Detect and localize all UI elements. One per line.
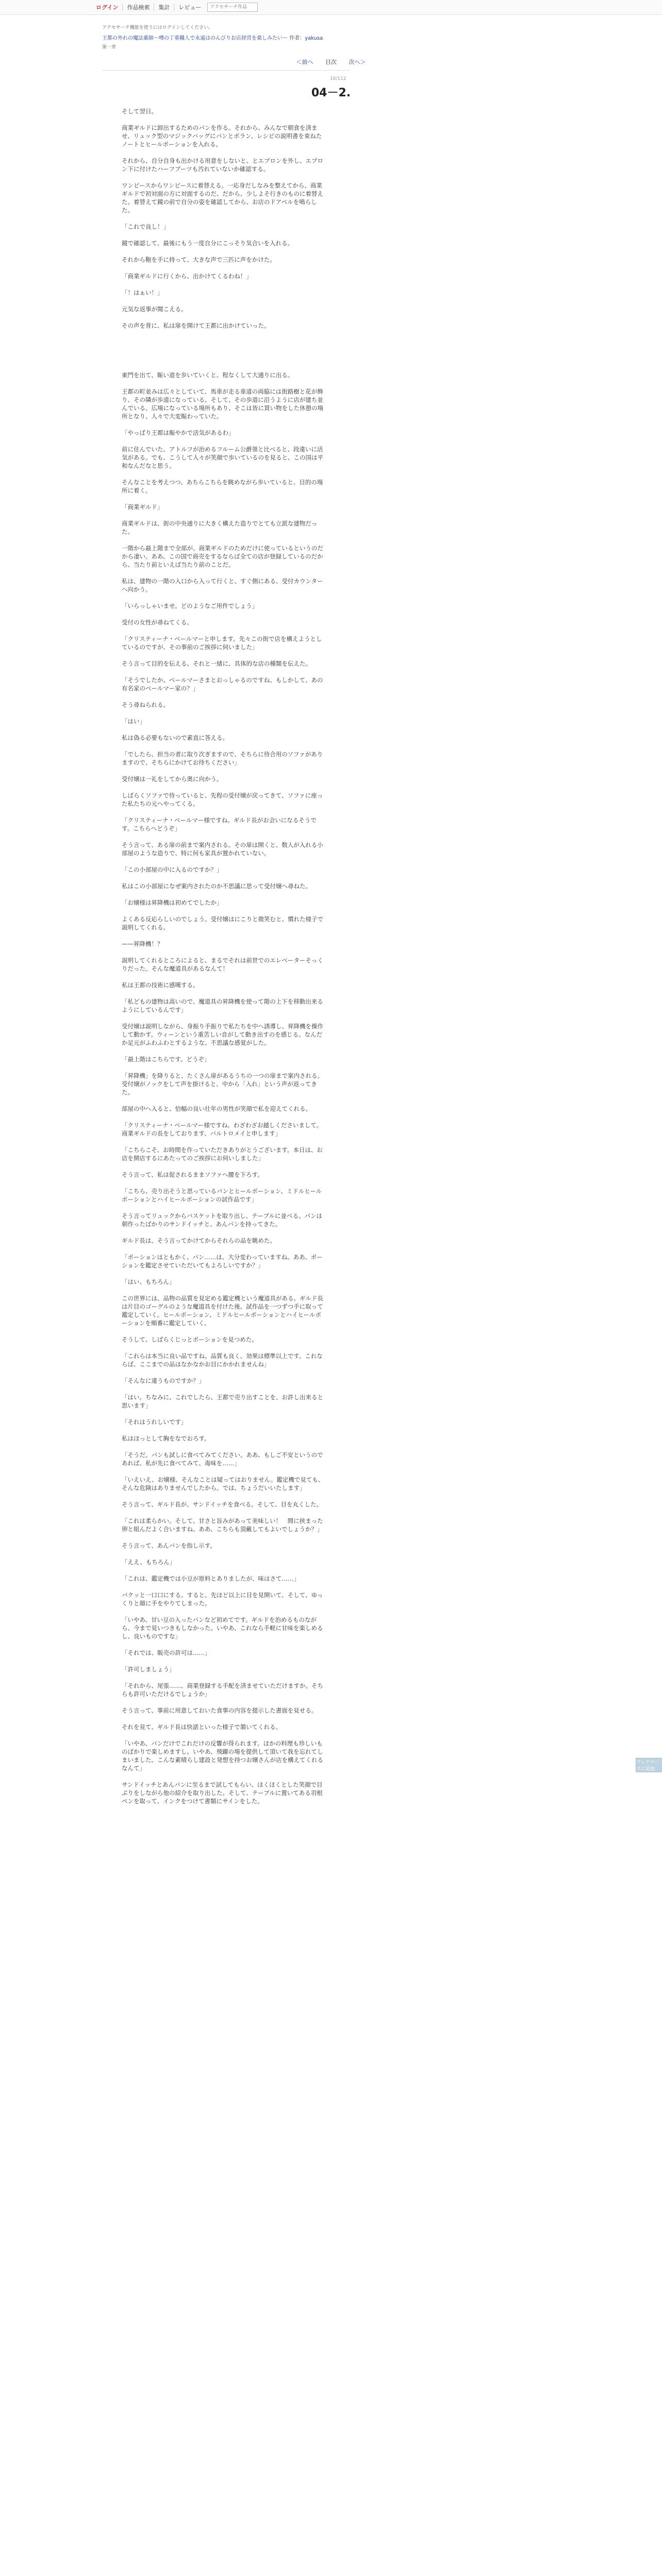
novel-paragraph <box>122 668 327 676</box>
novel-paragraph <box>122 1368 327 1377</box>
novel-paragraph <box>122 536 327 544</box>
novel-paragraph: 「そんなに違うものですか？」 <box>122 1377 205 1384</box>
novel-paragraph: そうして、しばらくじっとポーションを見つめた。 <box>122 1336 258 1343</box>
novel-paragraph: 「商業ギルドに行くから、出かけてくるわね！」 <box>122 273 252 280</box>
author-info <box>289 36 323 41</box>
novel-paragraph <box>122 247 327 256</box>
novel-paragraph: 「こちらこそ、お時間を作っていただきありがとうございます。本日は、お店を開店するにあたってのご挨拶にお伺いしました」 <box>122 1146 323 1162</box>
novel-paragraph: 私は偽る必要もないので素直に答える。 <box>122 734 228 741</box>
novel-paragraph <box>122 437 327 445</box>
novel-paragraph <box>122 857 327 866</box>
novel-body <box>122 107 327 1805</box>
novel-paragraph: この世界には、品物の品質を見定める鑑定機という魔道具がある。ギルド長は片目のゴーグルのような魔道具を付けた後、試作品を一つずつ手に取って鑑定していく。ヒールポーション、ミドルヒールポーションとハイヒールポーションを順番に鑑定していく。 <box>122 1295 323 1327</box>
novel-paragraph <box>122 1385 327 1393</box>
novel-paragraph <box>122 725 327 734</box>
novel-paragraph <box>122 313 327 321</box>
login-notice-text: アクセサーチ機能を使うにはログインしてください。 <box>102 25 213 30</box>
author-link[interactable]: yakusa <box>305 36 323 41</box>
novel-paragraph <box>122 1162 327 1171</box>
novel-paragraph <box>122 1426 327 1434</box>
novel-paragraph <box>122 173 327 181</box>
novel-paragraph: ギルド長は、そう言ってかけてからそれらの品を眺めた。 <box>122 1237 276 1244</box>
next-episode-link[interactable]: 次へ＞ <box>349 59 366 65</box>
novel-paragraph <box>122 363 327 371</box>
novel-paragraph <box>122 973 327 981</box>
novel-paragraph <box>122 1467 327 1476</box>
novel-paragraph <box>122 1179 327 1187</box>
novel-paragraph <box>122 1014 327 1022</box>
novel-paragraph: 「クリスティーナ・ベールマーと申します。先々この街で店を構えようとしているのですが、その事前のご挨拶に伺いました」 <box>122 635 322 651</box>
novel-paragraph: 私はこの小部屋になぜ案内されたのか不思議に思って受付嬢へ尋ねた。 <box>122 883 311 890</box>
novel-paragraph <box>122 495 327 503</box>
novel-paragraph <box>122 931 327 940</box>
novel-paragraph: 「昇降機」を降りると、たくさん扉があるうちの一つの扉まで案内される。受付嬢がノックをして声を掛けると、中から「入れ」という声が返ってきた。 <box>122 1072 323 1096</box>
novel-paragraph <box>122 420 327 429</box>
novel-paragraph: 私は王都の技術に感嘆する。 <box>122 981 199 989</box>
add-bookmark-button[interactable]: ブックマークに追加 <box>636 1758 662 1772</box>
novel-paragraph: 「クリスティーナ・ベールマー様ですね。わざわざお越しくださいまして。商業ギルドの長をしております、バルトロメイと申します」 <box>122 1122 323 1137</box>
novel-paragraph <box>122 330 327 338</box>
novel-paragraph <box>122 808 327 816</box>
novel-paragraph <box>122 297 327 305</box>
novel-paragraph: 「それでは、販売の許可は……」 <box>122 1649 211 1656</box>
novel-paragraph: 「私どもの建物は高いので、魔道具の昇降機を使って階の上下を移動出来るようにしているんです」 <box>122 998 323 1013</box>
novel-paragraph <box>122 1138 327 1146</box>
novel-paragraph: 東門を出て、賑い道を歩いていくと、程なくして大通りに出る。 <box>122 371 294 379</box>
novel-paragraph <box>122 1047 327 1055</box>
novel-paragraph <box>122 1245 327 1253</box>
novel-paragraph: 「最上階はこちらです。どうぞ」 <box>122 1056 210 1063</box>
novel-paragraph <box>122 783 327 791</box>
divider <box>102 70 350 71</box>
novel-paragraph <box>122 907 327 915</box>
novel-paragraph <box>122 1410 327 1418</box>
novel-paragraph <box>122 470 327 478</box>
novel-paragraph: 「！はぁい！」 <box>122 289 163 296</box>
novel-paragraph: 「はい」 <box>122 718 145 725</box>
episode-title: 04－2. <box>311 87 351 99</box>
novel-paragraph <box>122 692 327 701</box>
novel-paragraph: 私はほっとして胸をなでおろす。 <box>122 1435 210 1442</box>
novel-paragraph <box>122 1715 327 1723</box>
novel-paragraph: 王都の町並みは広々としていて、馬車が走る車道の両脇には街路樹と花が飾り、その隣が歩道になっている。そして、その歩道に沿うように店が建ち並んでいる。広場になっている場所もあり、そこは皆に買い物をした休憩の場所となり、人々で大変賑わっていた。 <box>122 388 323 420</box>
novel-paragraph: 「そうでしたか。ベールマーさまとおっしゃるのですね。もしかして、あの有名家のベールマー家の？」 <box>122 676 323 692</box>
novel-paragraph: そんなことを考えつつ、あちらこちらを眺めながら歩いていると、目的の場所に着く。 <box>122 479 323 494</box>
novel-paragraph: 「これらは本当に良い品ですね。品質も良く、効果は標準以上です。これならば、ここまでの品はなかなかお目にかかれませんね」 <box>122 1352 323 1368</box>
novel-paragraph <box>122 833 327 841</box>
novel-paragraph <box>122 148 327 157</box>
novel-paragraph: 「いやあ、甘い豆の入ったパンなど初めてです。ギルドを治めるものながら、今まで見いつきもしなかった。いやあ、これなら手軽に甘味を楽しめるし、良いものですな」 <box>122 1616 323 1640</box>
novel-paragraph <box>122 280 327 289</box>
search-input[interactable] <box>207 3 258 12</box>
novel-paragraph <box>122 1566 327 1574</box>
chapter-label: 第一章 <box>102 45 117 50</box>
novel-paragraph <box>122 231 327 239</box>
novel-paragraph <box>122 1492 327 1500</box>
novel-paragraph <box>122 264 327 272</box>
novel-paragraph <box>122 1063 327 1072</box>
novel-paragraph: それから鞄を手に持って、大きな声で三匹に声をかけた。 <box>122 256 276 263</box>
novel-paragraph: 「いえいえ、お嬢様、そんなことは疑ってはおりません。鑑定機で見ても、そんな危険はありませんでしたから。では、ちょうだいいたします」 <box>122 1476 324 1492</box>
top-navigation-bar <box>0 0 662 15</box>
novel-paragraph <box>122 1228 327 1236</box>
works-search-link[interactable]: 作品検索 <box>127 4 150 11</box>
novel-paragraph <box>122 338 327 346</box>
novel-paragraph: 「これは、鑑定機では小豆が原料とありましたが、味はさて……」 <box>122 1575 300 1582</box>
novel-paragraph: 鏡で確認して、最後にもう一度自分にこっそり気合いを入れる。 <box>122 240 294 247</box>
ranking-link[interactable]: 集計 <box>158 4 170 11</box>
novel-paragraph <box>122 1344 327 1352</box>
series-title-link[interactable]: 王都の外れの魔法薬師〜噂の丁重職人で永遠はのんびりお店経営を楽しみたい〜 <box>102 36 288 41</box>
novel-paragraph: 「でしたら、担当の者に取り次ぎますので、そちらに待合用のソファがありますので、そちらにかけてお待ちください」 <box>122 751 323 766</box>
novel-paragraph: その声を背に、私は扉を開けて王都に出かけていった。 <box>122 322 270 329</box>
novel-paragraph: そう言って、あんパンを指し示す。 <box>122 1542 216 1549</box>
novel-paragraph: 「許可しましょう」 <box>122 1666 175 1673</box>
novel-paragraph <box>122 1640 327 1649</box>
novel-paragraph: よくある反応らしいのでしょう。受付嬢はにこりと微笑むと、慣れた様子で説明してくれる。 <box>122 916 323 931</box>
novel-paragraph: 「はい、もちろん」 <box>122 1278 175 1285</box>
novel-paragraph: 受付嬢は説明しながら、身振り手振りで私たちを中へ誘導し、昇降機を操作して動かす。ウィーンという重苦しい音がして動き出すのを感じる。なんだか足元がふわふわとするような、不思議な感覚がした。 <box>122 1023 323 1046</box>
novel-paragraph: 部屋の中へ入ると、恰幅の良い壮年の男性が笑顔で私を迎えてくれる。 <box>122 1105 311 1112</box>
novel-paragraph: そう言って目的を伝える。それと一緒に、具体的な店の種類を伝えた。 <box>122 660 311 667</box>
novel-paragraph <box>122 214 327 223</box>
table-of-contents-link[interactable]: 目次 <box>325 59 337 65</box>
novel-paragraph: ——昇降機！？ <box>122 940 163 947</box>
novel-paragraph: 「クリスティーナ・ベールマー様ですね。ギルド長がお会いになるそうです。こちらへどうぞ」 <box>122 817 317 832</box>
novel-paragraph: 商業ギルドに卸出するためのパンを作る。それから、みんなで朝食を済ませ、リュック型のマジックバッグにパンとポラン、レシピの説明書を束ねたノートとヒールポーションを入れる。 <box>122 124 322 148</box>
author-prefix: 作者： <box>289 36 305 41</box>
novel-paragraph <box>122 1269 327 1278</box>
novel-paragraph <box>122 1096 327 1105</box>
novel-paragraph: 私は、建物の一階の入口から入って行くと、すぐ側にある、受付カウンターへ向かう。 <box>122 578 323 593</box>
novel-paragraph <box>122 890 327 899</box>
novel-paragraph <box>122 948 327 956</box>
novel-paragraph: そう言って、ある扉の前まで案内される。その扉は開くと、数人が入れる小部屋のような造りで、特に何も家具が置かれていない。 <box>122 841 323 857</box>
novel-paragraph <box>122 569 327 577</box>
novel-paragraph <box>122 1286 327 1294</box>
series-header <box>102 35 329 42</box>
novel-paragraph <box>122 511 327 519</box>
novel-paragraph <box>122 1204 327 1212</box>
novel-paragraph <box>122 1673 327 1682</box>
novel-paragraph: 「それはうれしいです」 <box>122 1418 187 1426</box>
novel-paragraph <box>122 115 327 124</box>
novel-paragraph: 「ポーションはともかく、パン……は、大分変わっていますね。ああ、ポーションを鑑定させていただいてもよろしいですか？」 <box>122 1253 323 1269</box>
novel-paragraph: 受付嬢は一礼をしてから奥に向かう。 <box>122 775 223 783</box>
novel-paragraph <box>122 626 327 635</box>
novel-paragraph <box>122 1657 327 1665</box>
episode-counter: 16/112 <box>330 76 346 81</box>
novel-paragraph: 「いやあ、パンだけでこれだけの反響が得られます。ほかの料理も珍しいものばかりで楽しめますし。いやあ、飛躍の場を提供して頂いて我を忘れてしまいました。こんな素晴らし建設と発想を持つお嬢さんが店を構えてくれるなんて」 <box>122 1740 323 1772</box>
novel-paragraph: 「ええ、もちろん」 <box>122 1558 176 1566</box>
novel-paragraph <box>122 1113 327 1121</box>
novel-paragraph <box>122 1327 327 1335</box>
novel-paragraph: 「これは柔らかい。そして、甘さと旨みがあって美味しい！ 間に挟まった卵と組んだよく合いますね。ああ、こちらも頂戴してもよいでしょうか？」 <box>122 1517 323 1533</box>
novel-paragraph: サンドイッチとあんパンに至るまで試してもらい、ほくほくとした笑顔で目ぷりをしながら他の紹介を取り出した。そして、テーブルに置いてある羽根ペンを取って、インクをつけて書類にサインをした。 <box>122 1781 323 1805</box>
novel-paragraph: 「商業ギルド」 <box>122 503 163 511</box>
novel-paragraph: パクッと一口口にする。すると、先ほど以上に目を見開いて、そして、ゆっくりと顔に手をやりてしまった。 <box>122 1591 323 1607</box>
prev-episode-link[interactable]: ＜前へ <box>296 59 313 65</box>
novel-paragraph: 前に住んでいた、アトルフが治めるフルーム公爵領と比べると、段違いに活気がある。でも、こうして人々が笑顔で歩いているのを見ると、この国は平和なんだなと思う。 <box>122 446 323 469</box>
novel-paragraph <box>122 767 327 775</box>
novel-paragraph <box>122 1583 327 1591</box>
novel-paragraph: 「はい。ちなみに、これでしたら、王都で売り出すことを、お許し出来ると思います」 <box>122 1394 323 1409</box>
novel-paragraph <box>122 1533 327 1541</box>
novel-paragraph: 商業ギルドは、街の中央通りに大きく構えた造りでとても立派な建物だった。 <box>122 520 318 535</box>
novel-paragraph: そう言って、ギルド長が、サンドイッチを食べる。そして、目を丸くした。 <box>122 1501 323 1508</box>
episode-pager-top <box>0 58 662 66</box>
novel-paragraph <box>122 874 327 882</box>
novel-paragraph: 「いらっしゃいませ。どのようなご用件でしょう」 <box>122 602 258 609</box>
novel-paragraph: 「お嬢様は昇降機は初めてでしたか」 <box>122 899 223 906</box>
novel-paragraph: そう言って、私は促されるままソファへ腰を下ろす。 <box>122 1171 263 1178</box>
novel-paragraph: それから、自分自身も出かける用意をしないと、とエプロンを外し、エプロン下に付けたハーフブーツも汚れていないか確認する。 <box>122 157 323 173</box>
novel-paragraph: そう言ってリュックからバスケットを取り出し、テーブルに並べる。パンは朝作ったばかりのサンドイッチと、あんパンを持ってきた。 <box>122 1212 323 1228</box>
novel-paragraph: 「この小部屋の中に入るのですか？」 <box>122 866 223 873</box>
novel-paragraph: 元気な返事が聞こえる。 <box>122 306 187 313</box>
novel-paragraph <box>122 379 327 387</box>
novel-paragraph <box>122 1698 327 1706</box>
login-link[interactable]: ログイン <box>96 4 119 11</box>
novel-paragraph <box>122 1731 327 1739</box>
novel-paragraph <box>122 709 327 717</box>
novel-paragraph <box>122 594 327 602</box>
novel-paragraph: 受付の女性が尋ねてくる。 <box>122 619 193 626</box>
novel-paragraph: 一階から最上階まで全部が、商業ギルドのためだけに使っているというのだから凄い。ああ、この国で商売をするならば全ての店が登録しているのだから、当たり前といえば当たり前のことだ。 <box>122 545 323 568</box>
novel-paragraph: 「それから、尾張……、商業登録する手配を済ませていただけますか。そちらも許可いただけるでしょうか」 <box>122 1682 323 1698</box>
novel-paragraph: それを見て、ギルド長は快諾といった様子で頷いてくれる。 <box>122 1723 282 1731</box>
novel-paragraph: 「やっぱり王都は賑やかで活気があるわ」 <box>122 429 235 436</box>
novel-paragraph: 「こちら、売り出そうと思っているパンとヒールポーション、ミドルヒールポーションとハイヒールポーションの試作品です」 <box>122 1188 322 1203</box>
novel-paragraph <box>122 651 327 659</box>
novel-paragraph: そう言って、事前に用意しておいた食事の内容を提示した書面を見せる。 <box>122 1707 318 1714</box>
novel-paragraph: そして翌日。 <box>122 108 157 115</box>
novel-paragraph <box>122 1509 327 1517</box>
novel-paragraph <box>122 1443 327 1451</box>
novel-paragraph: 「これで良し！」 <box>122 223 169 230</box>
novel-paragraph <box>122 354 327 363</box>
novel-paragraph <box>122 742 327 750</box>
novel-paragraph <box>122 346 327 354</box>
novel-paragraph: ワンピースからワンピースに着替える。一応身だしなみを整えてから、商業ギルドで初対面の方に対面するのだ、だから、少しよそ行きのものに着替えた。着替えて鏡の前で自分の姿を確認してから、お店のドアベルを鳴らした。 <box>122 182 323 214</box>
novel-paragraph <box>122 1550 327 1558</box>
novel-paragraph: 「そうだ。パンも試しに食べてみてください。ああ、もしご不安というのであれば、私が先に食べてみて、毒味を……」 <box>122 1451 323 1467</box>
login-notice <box>102 24 213 30</box>
novel-paragraph <box>122 1772 327 1781</box>
novel-paragraph <box>122 1607 327 1616</box>
novel-paragraph: しばらくソファで待っていると、先程の受付嬢が戻ってきて、ソファに座った私たちの元へやってくる。 <box>122 792 323 807</box>
novel-paragraph <box>122 989 327 997</box>
review-link[interactable]: レビュー <box>178 4 202 11</box>
novel-paragraph: 説明してくれるところによると、まるでそれは前世でのエレベーターそっくりだった。そんな魔道具があるなんて！ <box>122 957 323 972</box>
novel-paragraph <box>122 610 327 618</box>
novel-paragraph: そう尋ねられる。 <box>122 701 169 708</box>
